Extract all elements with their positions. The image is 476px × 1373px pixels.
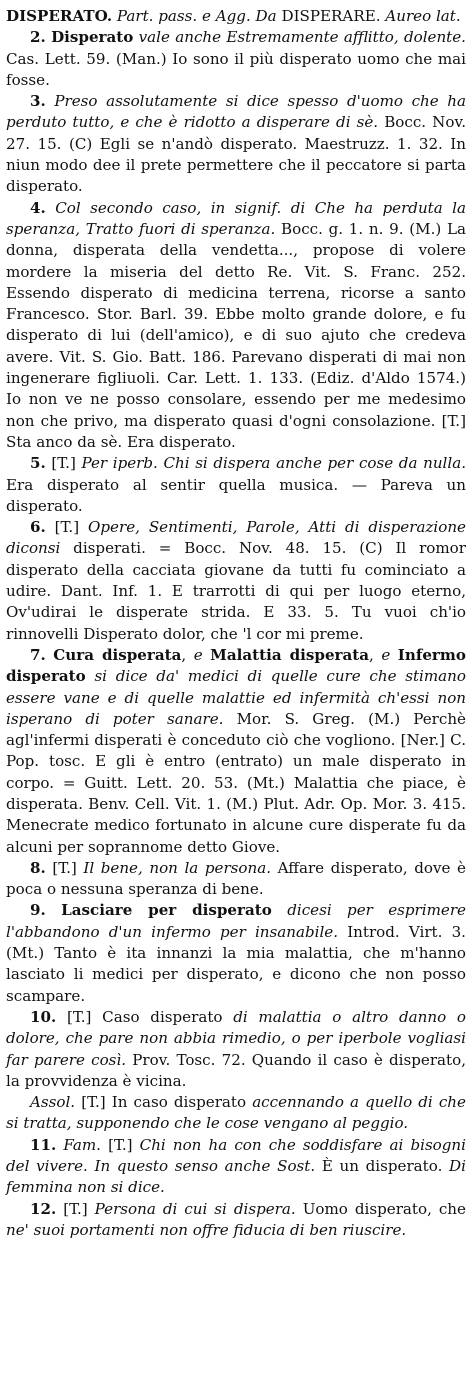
sense-note: ne' suoi portamenti non offre fiducia di ben riuscire. (6, 1220, 407, 1239)
sense-definition: si dice da' medici di quelle cure che stimano essere vane e di quelle malattie ed infermità ch'essi non isperano di poter sanare. (6, 667, 466, 728)
sense-lemma: Disperato (51, 28, 134, 47)
sense-number: 4. (30, 198, 46, 217)
sense-number: 6. (30, 518, 46, 537)
sense-note: Di femmina non si dice. (6, 1157, 466, 1197)
sense-definition: Opere, Sentimenti, Parole, Atti di disperazione diconsi (6, 518, 466, 558)
sense-tag: [T.] (108, 1135, 133, 1154)
sense-5 (6, 453, 466, 517)
sense-number: 9. (30, 901, 46, 920)
sense-number: 5. (30, 454, 46, 473)
sense-lemma: Lasciare per disperato (61, 901, 272, 920)
headword-etymology: Aureo lat. (385, 7, 461, 25)
sense-definition: Chi non ha con che soddisfare ai bisogni del vivere. In questo senso anche Sost. (6, 1135, 466, 1176)
sense-citation: Cas. Lett. 59. (Man.) Io sono il più disperato uomo che mai fosse. (6, 49, 466, 89)
sense-tag: [T.] (81, 1093, 106, 1112)
sense-tag: [T.] (63, 1199, 88, 1218)
sense-definition: dicesi per esprimere l'abbandono d'un infermo per insanabile. (6, 901, 466, 941)
sense-tag: [T.] (51, 454, 76, 473)
sense-12 (6, 1199, 466, 1242)
sense-definition: Il bene, non la persona. (83, 858, 272, 877)
sense-lemma: Cura disperata (53, 645, 182, 664)
sense-citation: Mor. S. Greg. (M.) Perchè agl'infermi disperati è conceduto ciò che vogliono. [Ner.] C. Pop. tosc. E gli è entro (entrato) un male disperato in corpo. = Guitt. Lett. 20. 53. (Mt.) Malattia che piace, è disperata. Benv. Cell. Vit. 1. (M.) Plut. Adr. Op. Mor. 3. 415. Menecrate medico fortunato in alcune cure disperate fu da alcuni per soprannome detto Giove. (6, 709, 466, 856)
sense-number: 7. (30, 645, 46, 664)
sense-phrase: Caso disperato (102, 1007, 223, 1026)
sense-number: 10. (30, 1007, 57, 1026)
sense-label: Assol. (30, 1093, 76, 1112)
sense-phrase: In caso disperato (111, 1093, 247, 1112)
headword-definition: Part. pass. e Agg. Da (116, 7, 277, 25)
sense-citation: Prov. Tosc. 72. Quando il caso è disperato, la provvidenza è vicina. (6, 1050, 467, 1090)
sense-tag: [T.] (54, 518, 80, 537)
sense-number: 12. (30, 1199, 57, 1218)
sense-citation: Uomo disperato, che (302, 1199, 466, 1218)
sense-citation: Bocc. g. 1. n. 9. (M.) La donna, disperata della vendetta..., propose di volere mordere la miseria del detto Re. Vit. S. Franc. 252. Essendo disperato di medicina terrena, ricorse a santo Francesco. Stor. Barl. 39. Ebbe molto grande dolore, e fu disperato di lui (dell'amico), e di suo ajuto che credeva avere. Vit. S. Gio. Batt. 186. Parevano disperati di mai non ingenerare figliuoli. Car. Lett. 1. 133. (Ediz. d'Aldo 1574.) Io non ve ne posso consolare, essendo per me medesimo non che privo, ma disperato quasi d'ogni consolazione. [T.] Sta anco da sè. Era disperato. (6, 219, 466, 451)
sense-citation: Era disperato al sentir quella musica. — Pareva un disperato. (6, 475, 466, 515)
sense-4 (6, 198, 466, 454)
sense-lemma: Malattia disperata (210, 645, 370, 664)
sense-9 (6, 900, 466, 1006)
sense-10 (6, 1007, 466, 1092)
sense-definition: Col secondo caso, in signif. di Che ha perduta la speranza, Tratto fuori di speranza. (6, 198, 466, 238)
sense-2 (6, 27, 466, 91)
sense-11 (6, 1135, 466, 1199)
sense-number: 8. (30, 858, 46, 877)
sense-3 (6, 91, 466, 197)
sense-definition: Persona di cui si dispera. (94, 1199, 296, 1218)
sense-citation: disperati. = Bocc. Nov. 48. 15. (C) Il romor disperato della cacciata giovane da tutti fu cominciato a udire. Dant. Inf. 1. E trarrotti di qui per luogo eterno, Ov'udirai le disperate strida. E 33. 5. Tu vuoi ch'io rinnovelli Disperato dolor, che 'l cor mi preme. (6, 539, 466, 643)
entry-headword-paragraph (6, 6, 466, 27)
sense-8 (6, 858, 466, 901)
headword-reference: DISPERARE. (281, 7, 381, 25)
sense-definition: vale anche Estremamente afflitto, dolente. (138, 28, 466, 47)
sense-number: 3. (30, 92, 46, 111)
sense-6 (6, 517, 466, 645)
sense-lemma: Infermo disperato (6, 645, 466, 686)
sense-10-assol (6, 1092, 466, 1135)
headword: DISPERATO. (6, 7, 113, 25)
sense-citation: È un disperato. (321, 1157, 443, 1176)
sense-definition: Preso assolutamente si dice spesso d'uomo che ha perduto tutto, e che è ridotto a disperare di sè. (6, 92, 466, 132)
sense-definition: Per iperb. Chi si dispera anche per cose da nulla. (81, 454, 466, 473)
sense-citation: Affare disperato, dove è poca o nessuna speranza di bene. (6, 858, 466, 899)
sense-citation: Bocc. Nov. 27. 15. (C) Egli se n'andò disperato. Maestruzz. 1. 32. In niun modo dee il prete permettere che il peccatore si parta disperato. (6, 113, 466, 196)
sense-number: 11. (30, 1135, 57, 1154)
sense-7: 7. Cura disperata, e Malattia disperata, e Infermo disperato si dice da' medici di quelle cure che stimano essere vane e di quelle malattie ed infermità ch'essi non isperano di poter sanare. Mor. S. Greg. (M.) Perchè agl'infermi disperati è conceduto ciò che vogliono. [Ner.] C. Pop. tosc. E gli è entro (entrato) un male disperato in corpo. = Guitt. Lett. 20. 53. (Mt.) Malattia che piace, è disperata. Benv. Cell. Vit. 1. (M.) Plut. Adr. Op. Mor. 3. 415. Menecrate medico fortunato in alcune cure disperate fu da alcuni per soprannome detto Giove. (6, 645, 466, 856)
sense-definition: accennando a quello di che si tratta, supponendo che le cose vengano al peggio. (6, 1093, 466, 1133)
sense-number: 2. (30, 28, 46, 47)
sense-label: Fam. (63, 1135, 101, 1154)
sense-citation: Introd. Virt. 3. (Mt.) Tanto è ita innanzi la mia malattia, che m'hanno lasciato li medici per disperato, e dicono che non posso scampare. (6, 922, 466, 1005)
sense-tag: [T.] (67, 1007, 92, 1026)
sense-definition: di malattia o altro danno o dolore, che pare non abbia rimedio, o per iperbole vogliasi far parere così. (6, 1007, 466, 1069)
sense-tag: [T.] (52, 858, 77, 877)
